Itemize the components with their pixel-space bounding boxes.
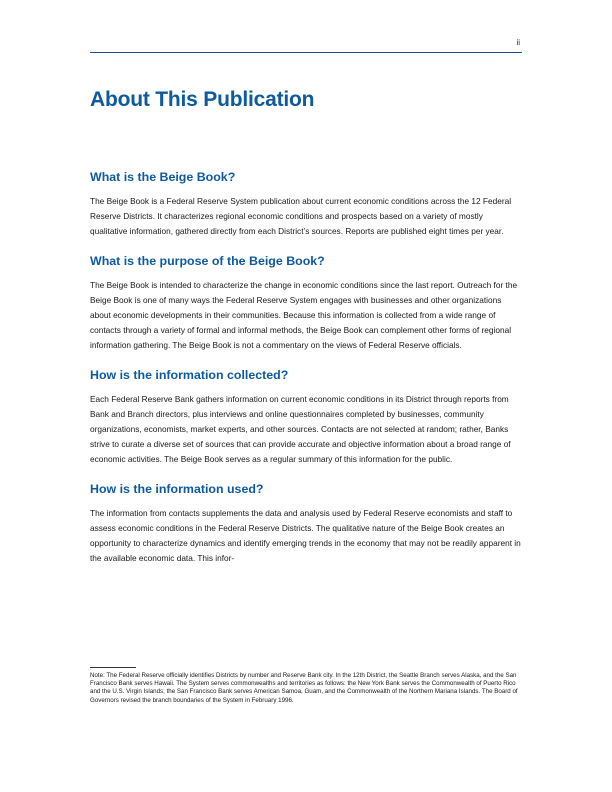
footnote-rule bbox=[90, 667, 136, 668]
section-what-is bbox=[90, 170, 522, 240]
footnote: Note: The Federal Reserve officially identifies Districts by number and Reserve Bank city. In the 12th District, the Seattle Branch serves Alaska, and the San Francisco Bank serves Hawaii. The System serves commonwealths and territories as follows: the New York Bank serves the Commonwealth of Puerto Rico and the U.S. Virgin Islands; the San Francisco Bank serves American Samoa, Guam, and the Commonwealth of the Northern Mariana Islands. The Board of Governors revised the branch boundaries of the System in February 1996. bbox=[90, 672, 518, 704]
section-purpose bbox=[90, 254, 522, 354]
section-body: The information from contacts supplements the data and analysis used by Federal Reserve economists and staff to assess economic conditions in the Federal Reserve Districts. The qualitative nature of the Beige Book creates an opportunity to characterize dynamics and identify emerging trends in the economy that may not be readily apparent in the available economic data. This infor- bbox=[90, 507, 521, 564]
section-heading: What is the Beige Book? bbox=[90, 170, 236, 184]
section-heading: How is the information used? bbox=[90, 481, 264, 496]
section-body: The Beige Book is intended to characterize the change in economic conditions since the last report. Outreach for the Beige Book is one of many ways the Federal Reserve System engages with businesses and other organizations about economic developments in their communities. Because this information is collected from a wide range of contacts through a variety of formal and informal methods, the Beige Book can complement other forms of regional information gathering. The Beige Book is not a commentary on the views of Federal Reserve officials. bbox=[90, 279, 518, 351]
section-body: Each Federal Reserve Bank gathers information on current economic conditions in its District through reports from Bank and Branch directors, plus interviews and online questionnaires completed by businesses, community organizations, economists, market experts, and other sources. Contacts are not selected at random; rather, Banks strive to curate a diverse set of sources that can provide accurate and objective information about a broad range of economic activities. The Beige Book serves as a regular summary of this information for the public. bbox=[90, 393, 511, 465]
page-number: ii bbox=[516, 38, 520, 47]
section-collection bbox=[90, 368, 522, 468]
section-heading: How is the information collected? bbox=[90, 367, 289, 382]
header-rule bbox=[90, 52, 522, 53]
section-body: The Beige Book is a Federal Reserve System publication about current economic conditions across the 12 Federal Reserve Districts. It characterizes regional economic conditions and prospects based on a variety of mostly qualitative information, gathered directly from each District’s sources. Reports are published eight times per year. bbox=[90, 196, 512, 237]
main-content bbox=[90, 170, 522, 580]
page-title: About This Publication bbox=[90, 88, 315, 111]
section-usage bbox=[90, 482, 522, 567]
section-heading: What is the purpose of the Beige Book? bbox=[90, 253, 325, 268]
